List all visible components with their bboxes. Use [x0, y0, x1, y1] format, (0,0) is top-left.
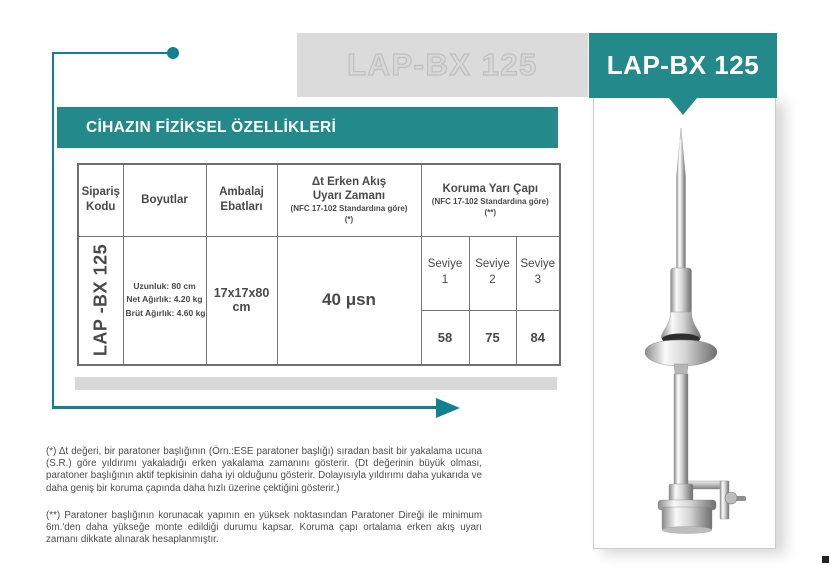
circle-dot-icon [167, 47, 179, 59]
footnote-protection-radius: (**) Paratoner başlığının korunacak yapının en yüksek noktasından Paratoner Direği ile minimum 6m.'den daha yükseğe monte edildiği durumu kapsar. Koruma çapı ortalama erken akış uyarı zamanı dikkate alınarak hesaplanmıştır. [46, 510, 482, 546]
flow-line-bottom [52, 406, 436, 409]
corner-mark [822, 556, 829, 563]
section-title: CİHAZIN FİZİKSEL ÖZELLİKLERİ [86, 118, 337, 136]
footnote-delta-t: (*) Δt değeri, bir paratoner başlığının (Örn.:ESE paratoner başlığı) sıradan basit bir yakalama ucuna (S.R.) göre yıldırımı yakaladığı erken yakalama zamanını gösterir. (Dt değerinin büyük olması, paratoner başlığının aktif tepkisinin daha iyi olduğunu gösterir. Dolayısıyla yıldırımı daha yukarıda ve daha geniş bir koruma çapında daha hızlı üzerine çektiğini gösterir.) [46, 446, 482, 494]
section-title-bar [57, 107, 558, 148]
cell-dimensions [123, 236, 206, 365]
dimension-net-weight: Net Ağırlık: 4.20 kg [126, 294, 203, 305]
divider-bar [75, 377, 557, 390]
dimension-length: Uzunluk: 80 cm [133, 280, 196, 291]
banner-text: LAP-BX 125 [606, 50, 760, 80]
cell-level-3-label: Seviye 3 [516, 236, 560, 310]
col-header-delta-t: Δt Erken Akış Uyarı Zamanı (NFC 17-102 Standardına göre) (*) [277, 164, 421, 236]
cell-order-code: LAP -BX 125 [78, 236, 123, 365]
cell-packaging: 17x17x80 cm [206, 236, 277, 365]
rod-shaft [674, 374, 688, 490]
dimension-gross-weight: Brüt Ağırlık: 4.60 kg [125, 308, 206, 319]
col-header-dimensions: Boyutlar [123, 164, 206, 236]
flow-line-top [52, 52, 171, 54]
cell-level-1-label: Seviye 1 [421, 236, 469, 310]
product-image-card [593, 97, 776, 549]
watermark-text: LAP-BX 125 [347, 47, 538, 82]
cell-delta-t-value: 40 μsn [277, 236, 421, 365]
right-arrow-icon [436, 398, 460, 418]
cell-level-1-value: 58 [421, 310, 469, 365]
col-header-protection-radius: Koruma Yarı Çapı (NFC 17-102 Standardına göre) (**) [421, 164, 560, 236]
rod-wing-bolt [725, 492, 737, 504]
flow-line-vertical [52, 52, 54, 408]
physical-spec-table [77, 163, 561, 366]
col-header-packaging: Ambalaj Ebatları [206, 164, 277, 236]
cell-level-2-value: 75 [469, 310, 516, 365]
rod-upper-cylinder [671, 268, 692, 314]
rod-needle [677, 128, 686, 269]
rod-disc [645, 340, 717, 366]
product-code-watermark [297, 33, 588, 97]
cell-level-2-label: Seviye 2 [469, 236, 516, 310]
cell-level-3-value: 84 [516, 310, 560, 365]
lightning-rod-image [594, 98, 777, 550]
col-header-order-code: Sipariş Kodu [78, 164, 123, 236]
product-code-banner [589, 33, 777, 98]
